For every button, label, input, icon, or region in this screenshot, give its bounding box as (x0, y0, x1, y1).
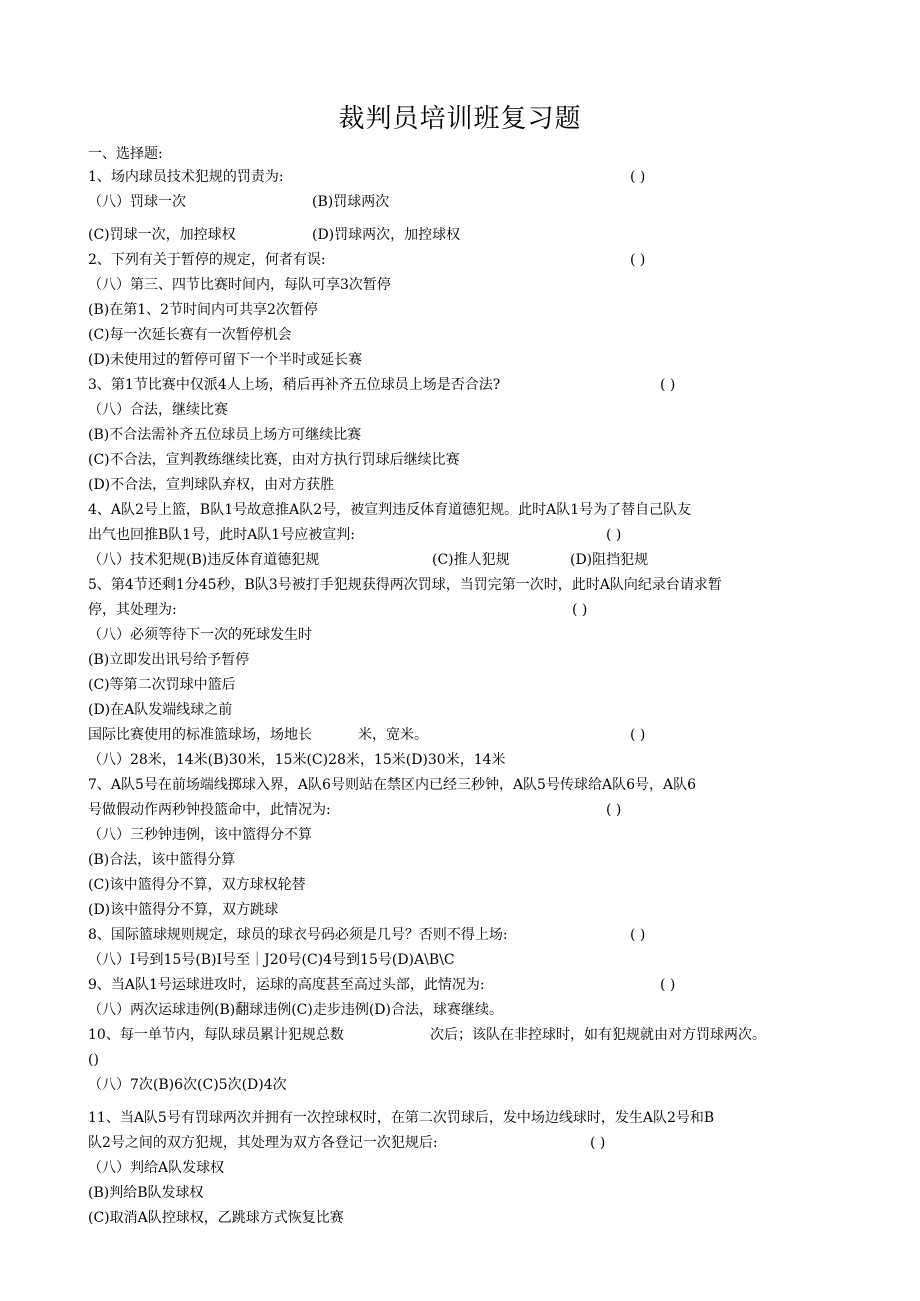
q4-option-c: (C)推人犯规 (432, 552, 510, 568)
q1-stem: 1、场内球员技术犯规的罚责为: (88, 169, 284, 185)
q7-stem-line2: 号做假动作两秒钟投篮命中，此情况为: (88, 802, 331, 818)
q3-option-c: (C)不合法，宣判教练继续比赛，由对方执行罚球后继续比赛 (88, 452, 460, 468)
q3-stem: 3、第1节比赛中仅派4人上场，稍后再补齐五位球员上场是否合法? (88, 377, 501, 393)
q4-option-d: (D)阻挡犯规 (570, 552, 649, 568)
q1-option-b: (B)罚球两次 (312, 194, 390, 210)
q10-options: （八）7次(B)6次(C)5次(D)4次 (88, 1077, 287, 1093)
q5-answer-bracket: ( ) (572, 602, 588, 618)
q2-option-c: (C)每一次延长赛有一次暂停机会 (88, 327, 292, 343)
q7-option-a: （八）三秒钟违例，该中篮得分不算 (88, 827, 312, 843)
q7-stem-line1: 7、A队5号在前场端线掷球入界，A队6号则站在禁区内已经三秒钟，A队5号传球给A队6号，A队6 (88, 777, 696, 793)
q10-stem-part2: 次后；该队在非控球时，如有犯规就由对方罚球两次。 (430, 1027, 766, 1043)
q11-stem-line1: 11、当A队5号有罚球两次并拥有一次控球权时，在第二次罚球后，发中场边线球时，发生A队2号和B (88, 1110, 715, 1126)
q3-answer-bracket: ( ) (660, 377, 676, 393)
q8-options: （八）I号到15号(B)I号至｜J20号(C)4号到15号(D)A\B\C (88, 952, 455, 968)
q6-stem (88, 726, 428, 744)
q2-option-a: （八）第三、四节比赛时间内，每队可享3次暂停 (88, 277, 391, 293)
q10-answer-paren: () (88, 1052, 99, 1068)
q8-stem: 8、国际篮球规则规定，球员的球衣号码必须是几号？否则不得上场: (88, 927, 508, 943)
q9-answer-bracket: ( ) (660, 977, 676, 993)
q6-answer-bracket: ( ) (630, 727, 646, 743)
q2-option-d: (D)未使用过的暂停可留下一个半时或延长赛 (88, 352, 363, 368)
section-heading: 一、选择题: (88, 146, 163, 162)
q2-option-b: (B)在第1、2节时间内可共享2次暂停 (88, 302, 318, 318)
q11-option-b: (B)判给B队发球权 (88, 1185, 204, 1201)
q7-option-b: (B)合法，该中篮得分算 (88, 852, 236, 868)
q5-option-b: (B)立即发出讯号给予暂停 (88, 652, 250, 668)
q1-option-a: （八）罚球一次 (88, 194, 186, 210)
page-title: 裁判员培训班复习题 (338, 104, 582, 134)
q1-answer-bracket: ( ) (630, 169, 646, 185)
q7-answer-bracket: ( ) (606, 802, 622, 818)
q3-option-b: (B)不合法需补齐五位球员上场方可继续比赛 (88, 427, 362, 443)
q1-option-c: (C)罚球一次，加控球权 (88, 227, 236, 243)
q3-option-d: (D)不合法，宣判球队弃权，由对方获胜 (88, 477, 335, 493)
q5-stem-line1: 5、第4节还剩1分45秒，B队3号被打手犯规获得两次罚球，当罚完第一次时，此时A队向纪录台请求暂 (88, 577, 722, 593)
q10-stem-part1: 10、每一单节内，每队球员累计犯规总数 (88, 1027, 344, 1043)
q7-option-d: (D)该中篮得分不算，双方跳球 (88, 902, 279, 918)
q4-answer-bracket: ( ) (606, 527, 622, 543)
q5-stem-line2: 停，其处理为: (88, 602, 177, 618)
q11-option-c: (C)取消A队控球权，乙跳球方式恢复比赛 (88, 1210, 344, 1226)
q7-option-c: (C)该中篮得分不算，双方球权轮替 (88, 877, 306, 893)
q4-stem-line2: 出气也回推B队1号，此时A队1号应被宣判: (88, 527, 355, 543)
q8-answer-bracket: ( ) (630, 927, 646, 943)
q4-stem-line1: 4、A队2号上篮，B队1号故意推A队2号，被宣判违反体育道德犯规。此时A队1号为了替自己队友 (88, 502, 692, 518)
q11-option-a: （八）判给A队发球权 (88, 1160, 225, 1176)
q9-options: （八）两次运球违例(B)翻球违例(C)走步违例(D)合法，球赛继续。 (88, 1002, 503, 1018)
q6-stem-part2: 米，宽米。 (358, 727, 428, 743)
q9-stem: 9、当A队1号运球进攻时，运球的高度甚至高过头部，此情况为: (88, 977, 485, 993)
q11-answer-bracket: ( ) (590, 1135, 606, 1151)
q4-option-ab: （八）技术犯规(B)违反体育道德犯规 (88, 552, 320, 568)
q5-option-d: (D)在A队发端线球之前 (88, 702, 233, 718)
q3-option-a: （八）合法，继续比赛 (88, 402, 228, 418)
q5-option-a: （八）必须等待下一次的死球发生时 (88, 627, 312, 643)
q1-option-d: (D)罚球两次，加控球权 (312, 227, 461, 243)
q6-stem-part1: 国际比赛使用的标准篮球场，场地长 (88, 727, 312, 743)
q6-options: （八）28米，14米(B)30米，15米(C)28米，15米(D)30米，14米 (88, 752, 506, 768)
q11-stem-line2: 队2号之间的双方犯规，其处理为双方各登记一次犯规后: (88, 1135, 438, 1151)
q5-option-c: (C)等第二次罚球中篮后 (88, 677, 236, 693)
q2-answer-bracket: ( ) (630, 252, 646, 268)
q2-stem: 2、下列有关于暂停的规定，何者有误: (88, 252, 326, 268)
